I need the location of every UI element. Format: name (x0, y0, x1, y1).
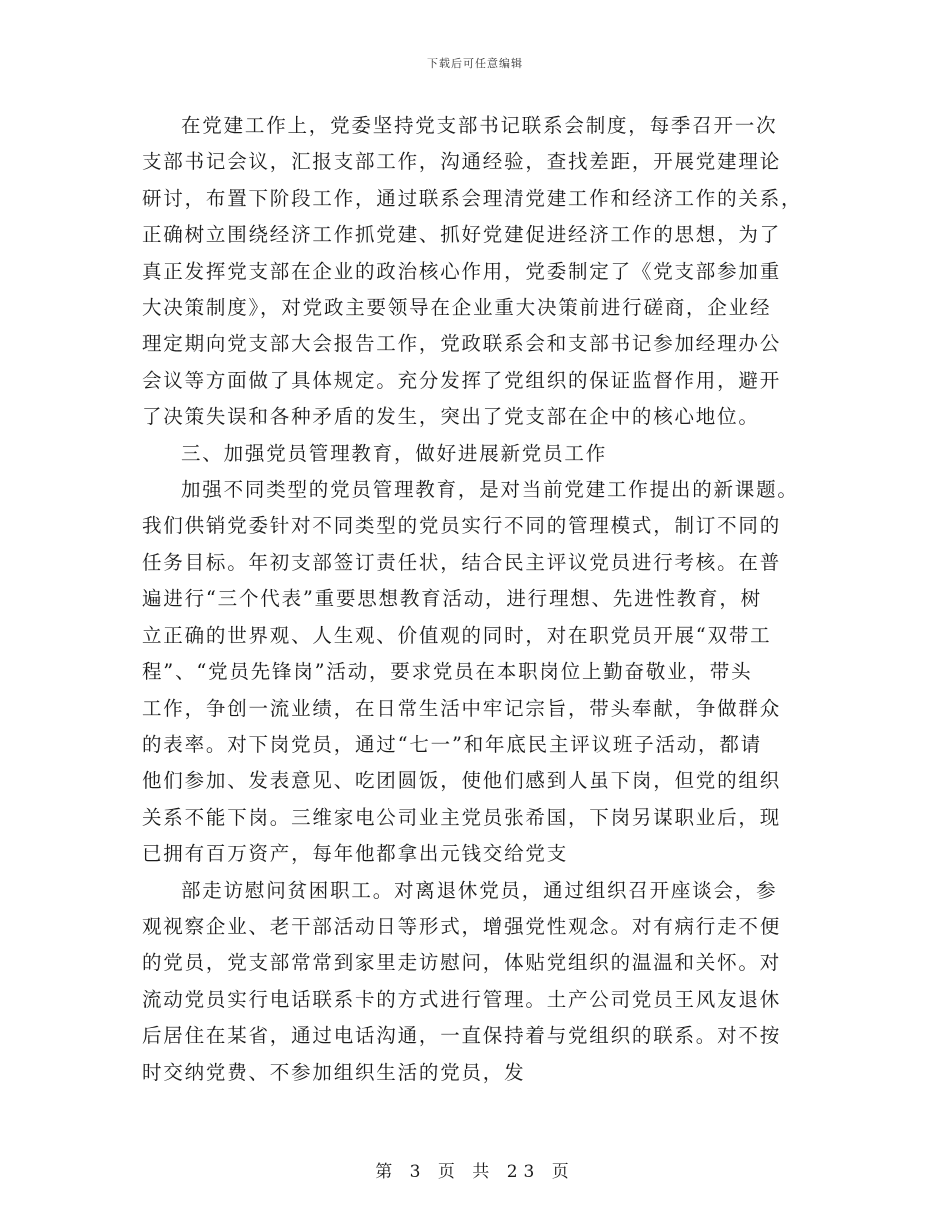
text-line: 程”、“党员先锋岗”活动，要求党员在本职岗位上勤奋敬业，带头 (142, 660, 753, 684)
text-line: 加强不同类型的党员管理教育，是对当前党建工作提出的新课题。 (181, 478, 799, 502)
section-heading (142, 436, 814, 472)
paragraph-1 (142, 108, 814, 436)
text-line: 在党建工作上，党委坚持党支部书记联系会制度，每季召开一次 (181, 114, 778, 137)
text-line: 会议等方面做了具体规定。充分发挥了党组织的保证监督作用，避开 (142, 368, 782, 392)
text-line: 他们参加、发表意见、吃团圆饭，使他们感到人虽下岗，但党的组织 (142, 769, 782, 793)
text-line: 观视察企业、老干部活动日等形式，增强党性观念。对有病行走不便 (142, 914, 782, 938)
text-line: 的党员，党支部常常到家里走访慰问，体贴党组织的温温和关怀。对 (142, 951, 782, 975)
text-line: 真正发挥党支部在企业的政治核心作用，党委制定了《党支部参加重 (142, 259, 782, 283)
text-line: 立正确的世界观、人生观、价值观的同时，对在职党员开展“双带工 (142, 623, 772, 647)
text-line: 已拥有百万资产，每年他都拿出元钱交给党支 (142, 842, 569, 866)
paragraph-3 (142, 873, 814, 1091)
text-line: 时交纳党费、不参加组织生活的党员，发 (142, 1060, 526, 1084)
text-line: 支部书记会议，汇报支部工作，沟通经验，查找差距，开展党建理论 (142, 150, 782, 174)
text-line: 了决策失误和各种矛盾的发生，突出了党支部在企中的核心地位。 (142, 405, 760, 429)
text-line: 后居住在某省，通过电话沟通，一直保持着与党组织的联系。对不按 (142, 1024, 782, 1048)
text-line: 任务目标。年初支部签订责任状，结合民主评议党员进行考核。在普 (142, 550, 782, 574)
text-line: 部走访慰问贫困职工。对离退休党员，通过组织召开座谈会，参 (181, 878, 778, 902)
text-line: 关系不能下岗。三维家电公司业主党员张希国，下岗另谋职业后，现 (142, 805, 782, 829)
text-line: 的表率。对下岗党员，通过“七一”和年底民主评议班子活动，都请 (142, 732, 762, 756)
text-line: 大决策制度》，对党政主要领导在企业重大决策前进行磋商，企业经 (142, 296, 772, 320)
text-line: 流动党员实行电话联系卡的方式进行管理。土产公司党员王风友退休 (142, 987, 782, 1011)
text-line: 工作，争创一流业绩，在日常生活中牢记宗旨，带头奉献，争做群众 (142, 696, 782, 720)
text-line: 理定期向党支部大会报告工作，党政联系会和支部书记参加经理办公 (142, 332, 782, 356)
page-number: 第 3 页 共 23 页 (375, 1162, 575, 1182)
page-header: 下载后可任意编辑 (427, 57, 523, 70)
text-line: 我们供销党委针对不同类型的党员实行不同的管理模式，制订不同的 (142, 514, 782, 538)
text-line: 正确树立围绕经济工作抓党建、抓好党建促进经济工作的思想，为了 (142, 223, 782, 247)
paragraph-2 (142, 472, 814, 872)
text-line: 遍进行“三个代表”重要思想教育活动，进行理想、先进性教育，树 (142, 587, 762, 611)
text-line: 三、加强党员管理教育，做好进展新党员工作 (181, 441, 608, 465)
text-line: 研讨，布置下阶段工作，通过联系会理清党建工作和经济工作的关系， (142, 186, 803, 210)
document-body (142, 108, 814, 1091)
